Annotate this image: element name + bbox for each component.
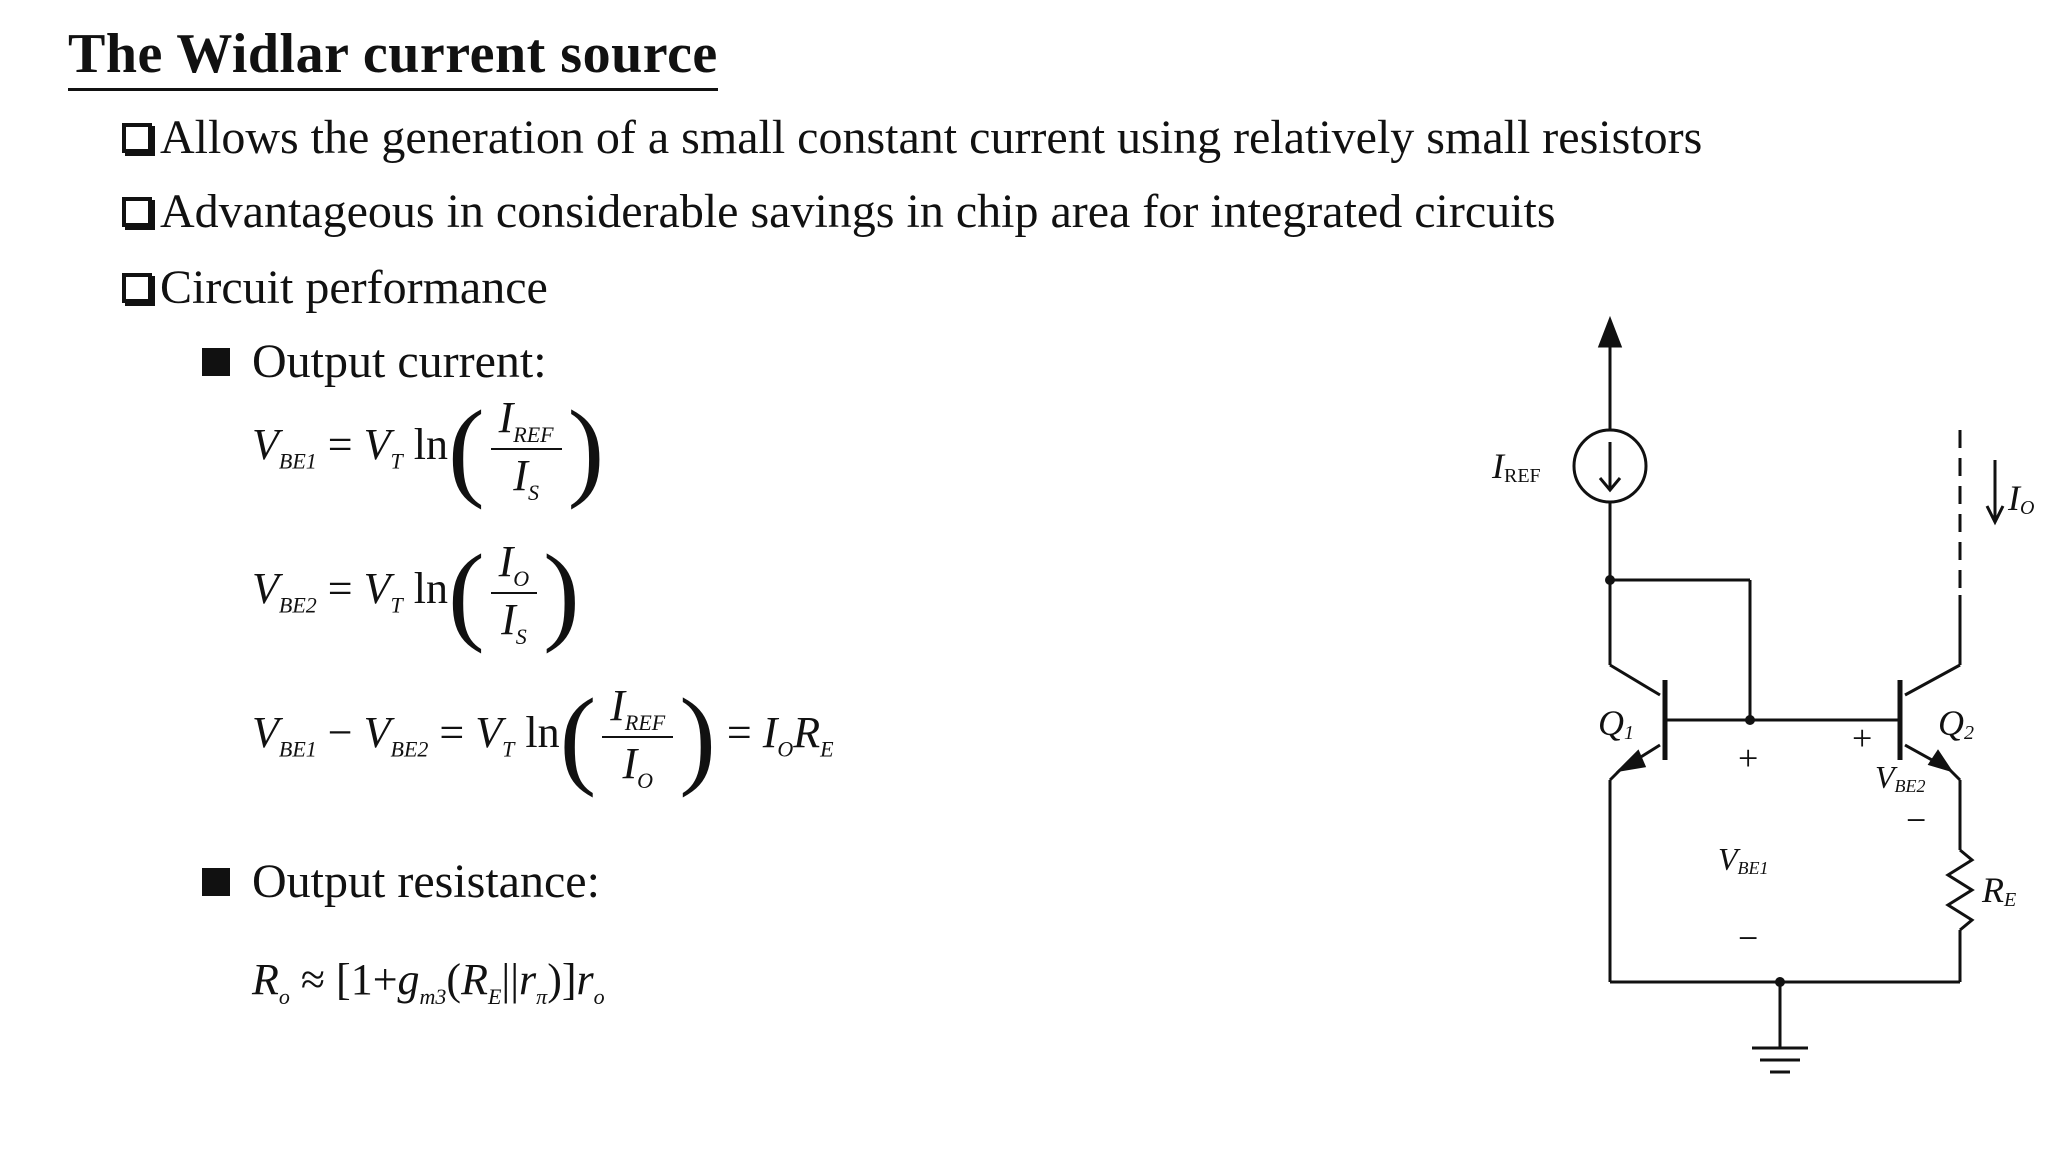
vbe2-label: VBE2: [1875, 759, 1926, 796]
q1-label: Q1: [1598, 703, 1634, 744]
iref-label: IREF: [1492, 446, 1541, 487]
up-arrow-icon: [1600, 320, 1620, 346]
sub-bullet-output-resistance: Output resistance:: [202, 856, 600, 909]
equation-vbe-difference: $V_{BE1} - V_{BE2} = V_T$ ln( $\frac{I_{REF}}{I_O}$ ) = $I_OR_E$: [252, 675, 834, 798]
equation-output-resistance: $R_o \approx [1+g_{m3}(R_E||r_\pi)]r_o$: [252, 955, 605, 1009]
re-label: RE: [1982, 870, 2017, 911]
bullet-text: Allows the generation of a small constant current using relatively small resistors: [160, 111, 1703, 164]
vbe2-plus: +: [1852, 718, 1873, 758]
checkbox-icon: [122, 273, 152, 303]
square-bullet-icon: [202, 348, 230, 376]
widlar-circuit-diagram: [1460, 310, 2040, 1110]
vbe1-minus: −: [1738, 918, 1759, 958]
q2-emitter-arrow: [1930, 752, 1950, 770]
vbe2-minus: −: [1906, 800, 1927, 840]
bullet-item: [122, 186, 1556, 239]
bullet-item: [122, 262, 548, 315]
vbe1-label: VBE1: [1718, 841, 1769, 878]
checkbox-icon: [122, 123, 152, 153]
q2-label: Q2: [1938, 703, 1974, 744]
equation-vbe1: $V_{BE1} = V_T$ ln( $\frac{I_{REF}}{I_S}$ ): [252, 387, 605, 510]
page-title: The Widlar current source: [68, 24, 718, 91]
resistor-re-icon: [1948, 850, 1972, 930]
equation-vbe2: $V_{BE2} = V_T$ ln( $\frac{I_O}{I_S}$ ): [252, 531, 580, 654]
q1-emitter-arrow: [1620, 752, 1644, 770]
checkbox-icon: [122, 197, 152, 227]
sub-bullet-output-current: Output current:: [202, 336, 547, 389]
square-bullet-icon: [202, 868, 230, 896]
io-label: IO: [2008, 478, 2035, 519]
bullet-text: Advantageous in considerable savings in chip area for integrated circuits: [160, 185, 1556, 238]
vbe1-plus: +: [1738, 738, 1759, 778]
bullet-text: Circuit performance: [160, 261, 548, 314]
bullet-item: [122, 112, 1702, 165]
